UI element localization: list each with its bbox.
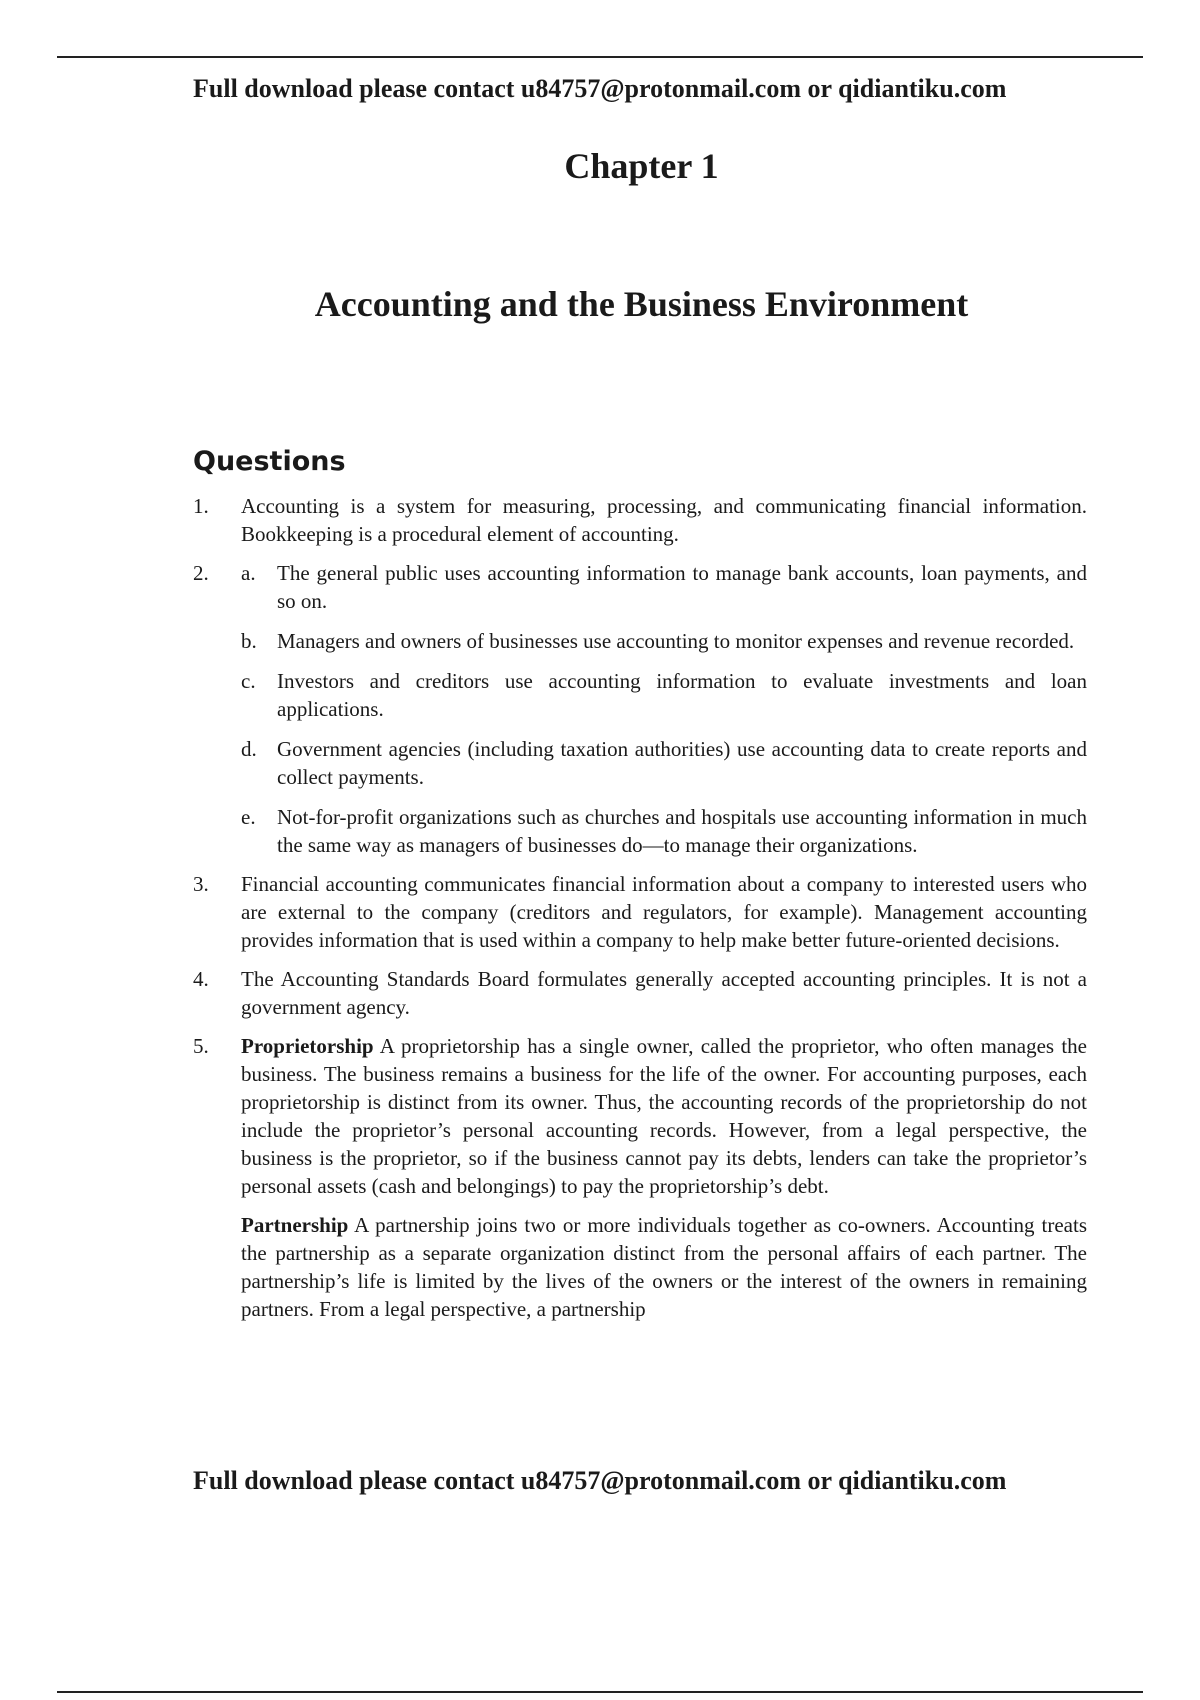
subitem-letter: e. (241, 805, 256, 829)
question-number: 1. (193, 494, 209, 518)
subitem-text: Investors and creditors use accounting information to evaluate investments and loan applications. (277, 669, 1087, 721)
paragraph-text: A proprietorship has a single owner, called the proprietor, who often manages the business. The business remains a business for the life of the owner. For accounting purposes, each proprietorship is distinct from its owner. Thus, the accounting records of the proprietorship do not include the proprietor’s personal accounting records. However, from a legal perspective, the business is the proprietor, so if the business cannot pay its debts, lenders can take the proprietor’s personal assets (cash and belongings) to pay the proprietorship’s debt. (241, 1034, 1087, 1198)
question-number: 3. (193, 872, 209, 896)
question-paragraphs (241, 1032, 1087, 1323)
paragraph-partnership (241, 1211, 1087, 1323)
section-heading: Questions (193, 446, 346, 477)
subitem-text: Managers and owners of businesses use accounting to monitor expenses and revenue recorded. (277, 629, 1075, 653)
subitem-text: Government agencies (including taxation authorities) use accounting data to create reports and collect payments. (277, 737, 1087, 789)
download-banner-bottom: Full download please contact u84757@protonmail.com or qidiantiku.com (193, 1466, 1007, 1495)
top-rule (57, 56, 1143, 58)
chapter-subtitle: Accounting and the Business Environment (314, 284, 969, 324)
question-5 (193, 1032, 1087, 1323)
question-1 (193, 492, 1087, 548)
subitem-letter: c. (241, 669, 256, 693)
paragraph-text: A partnership joins two or more individuals together as co-owners. Accounting treats the partnership as a separate organization distinct from the personal affairs of each partner. The partnership’s life is limited by the lives of the owners or the interest of the owners in remaining partners. From a legal perspective, a partnership (241, 1213, 1087, 1321)
question-number: 4. (193, 967, 209, 991)
subitem-text: Not-for-profit organizations such as churches and hospitals use accounting information in much the same way as managers of businesses do—to manage their organizations. (277, 805, 1087, 857)
question-number: 2. (193, 561, 209, 585)
subitem-c (241, 667, 1087, 723)
question-3 (193, 870, 1087, 954)
subitem-letter: d. (241, 737, 257, 761)
subitem-e (241, 803, 1087, 859)
question-text: The Accounting Standards Board formulates generally accepted accounting principles. It is not a government agency. (241, 967, 1087, 1019)
bottom-rule (57, 1691, 1143, 1693)
question-4 (193, 965, 1087, 1021)
question-list (193, 492, 1087, 1334)
subitem-d (241, 735, 1087, 791)
question-text: Accounting is a system for measuring, processing, and communicating financial information. Bookkeeping is a procedural element of accounting. (241, 494, 1087, 546)
chapter-title: Chapter 1 (564, 146, 719, 186)
subitem-letter: b. (241, 629, 257, 653)
subitem-b (241, 627, 1087, 655)
question-subitems (241, 559, 1087, 859)
download-banner-top: Full download please contact u84757@protonmail.com or qidiantiku.com (193, 74, 1007, 103)
question-number: 5. (193, 1034, 209, 1058)
subitem-text: The general public uses accounting information to manage bank accounts, loan payments, and so on. (277, 561, 1087, 613)
question-text: Financial accounting communicates financial information about a company to interested users who are external to the company (creditors and regulators, for example). Management accounting provides information that is used within a company to help make better future-oriented decisions. (241, 872, 1087, 952)
paragraph-proprietorship (241, 1032, 1087, 1200)
subitem-letter: a. (241, 561, 256, 585)
subitem-a (241, 559, 1087, 615)
term-proprietorship: Proprietorship (241, 1034, 374, 1058)
term-partnership: Partnership (241, 1213, 349, 1237)
question-2 (193, 559, 1087, 859)
